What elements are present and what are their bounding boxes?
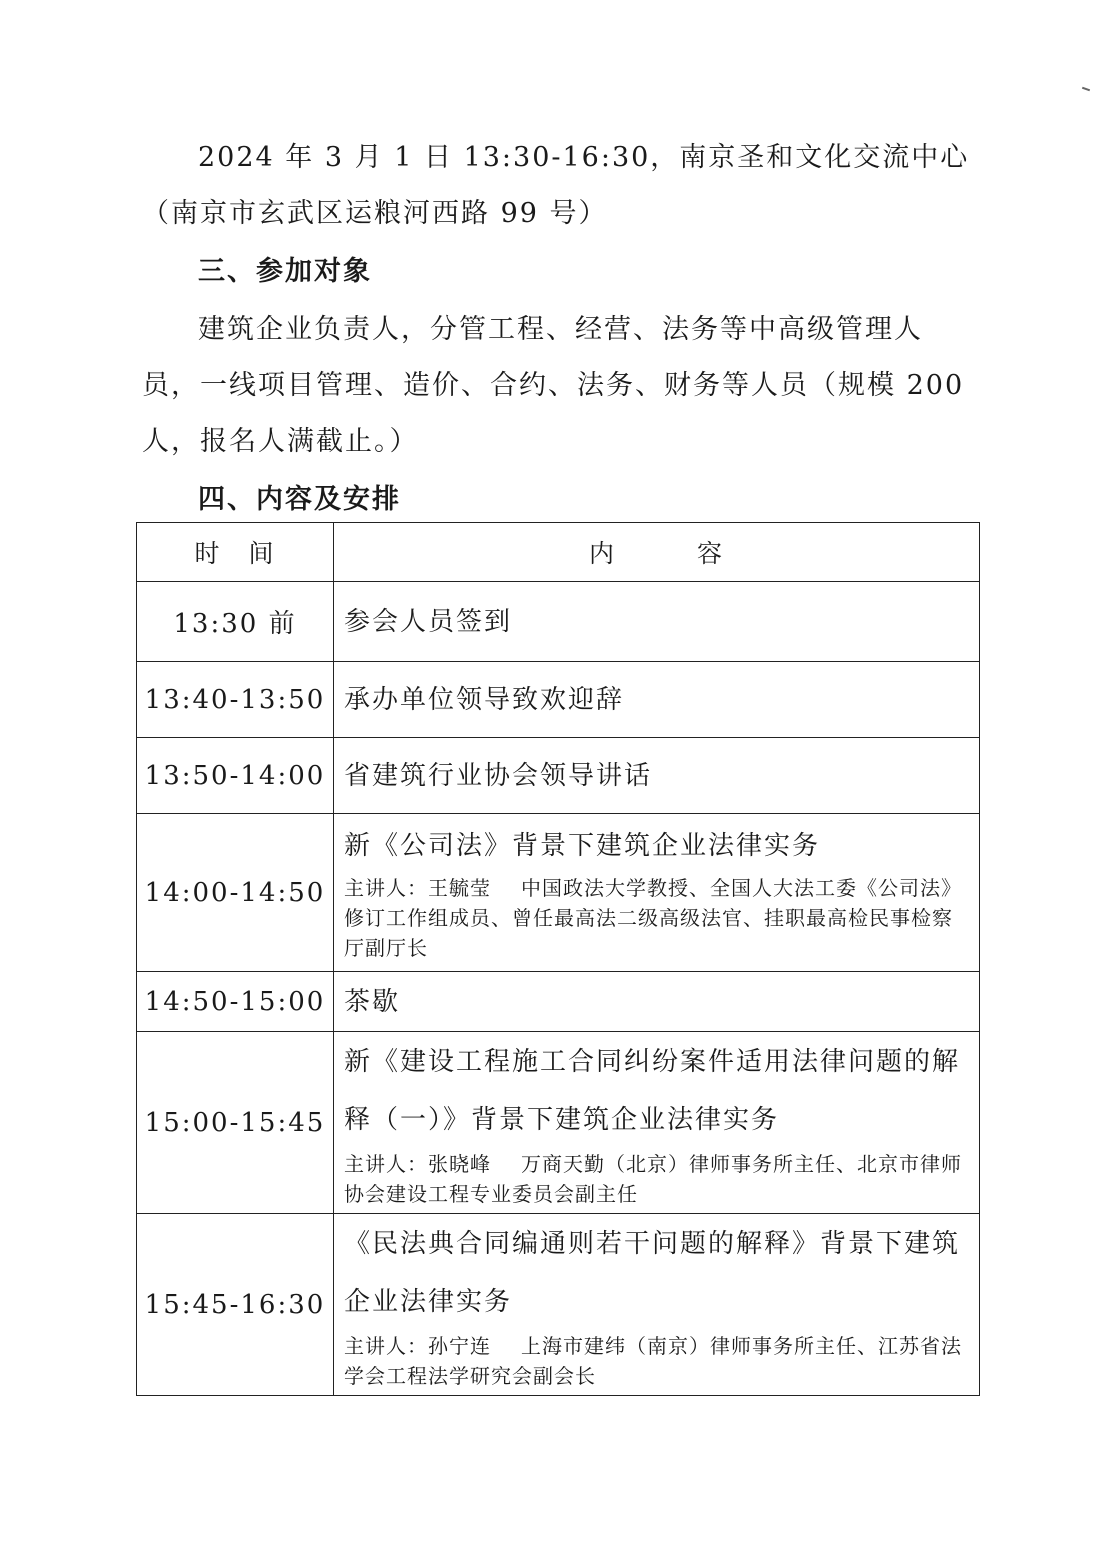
row-title: 《民法典合同编通则若干问题的解释》背景下建筑企业法律实务	[344, 1228, 961, 1317]
time-location-paragraph: 2024 年 3 月 1 日 13:30-16:30，南京圣和文化交流中心（南京市玄武区运粮河西路 99 号）	[142, 142, 970, 229]
table-row	[137, 662, 980, 738]
table-row	[137, 582, 980, 662]
row-speaker	[344, 873, 971, 967]
row-time: 14:50-15:00	[137, 972, 334, 1032]
speaker-name: 主讲人：张晓峰	[344, 1151, 491, 1176]
speaker-name: 主讲人：孙宁连	[344, 1333, 491, 1358]
table-row	[137, 738, 980, 814]
speaker-desc: 上海市建纬（南京）律师事务所主任、江苏省法学会工程法学研究会副会长	[344, 1333, 962, 1388]
row-content	[334, 738, 980, 814]
header-time: 时 间	[137, 523, 334, 582]
row-time: 13:50-14:00	[137, 738, 334, 814]
row-content	[334, 1032, 980, 1214]
row-title: 承办单位领导致欢迎辞	[344, 684, 625, 715]
row-speaker	[344, 1331, 971, 1395]
speaker-name: 主讲人：王毓莹	[344, 875, 491, 900]
row-speaker	[344, 1149, 971, 1213]
table-row	[137, 814, 980, 972]
row-content	[334, 662, 980, 738]
schedule-table	[136, 522, 980, 1396]
table-row	[137, 1214, 980, 1396]
row-title: 参会人员签到	[344, 606, 513, 637]
row-time: 13:30 前	[137, 582, 334, 662]
participants-paragraph: 建筑企业负责人，分管工程、经营、法务等中高级管理人员，一线项目管理、造价、合约、法务、财务等人员（规模 200 人，报名人满截止。）	[142, 314, 965, 457]
row-content	[334, 582, 980, 662]
speaker-desc: 中国政法大学教授、全国人大法工委《公司法》修订工作组成员、曾任最高法二级高级法官、挂职最高检民事检察厅副厅长	[344, 875, 962, 960]
section4-heading: 四、内容及安排	[198, 484, 401, 515]
table-row	[137, 1032, 980, 1214]
row-content	[334, 1214, 980, 1396]
row-content	[334, 814, 980, 972]
row-time: 14:00-14:50	[137, 814, 334, 972]
row-time: 15:00-15:45	[137, 1032, 334, 1214]
row-title: 新《公司法》背景下建筑企业法律实务	[344, 830, 821, 861]
speaker-desc: 万商天勤（北京）律师事务所主任、北京市律师协会建设工程专业委员会副主任	[344, 1151, 962, 1206]
row-title: 新《建设工程施工合同纠纷案件适用法律问题的解释（一）》背景下建筑企业法律实务	[344, 1046, 961, 1135]
section3-heading: 三、参加对象	[198, 256, 372, 287]
row-time: 13:40-13:50	[137, 662, 334, 738]
scan-speck	[1082, 87, 1090, 92]
row-title: 省建筑行业协会领导讲话	[344, 760, 653, 791]
row-content	[334, 972, 980, 1032]
table-row	[137, 972, 980, 1032]
row-title: 茶歇	[344, 986, 401, 1017]
table-header-row	[137, 523, 980, 582]
header-content: 内 容	[334, 523, 980, 582]
row-time: 15:45-16:30	[137, 1214, 334, 1396]
